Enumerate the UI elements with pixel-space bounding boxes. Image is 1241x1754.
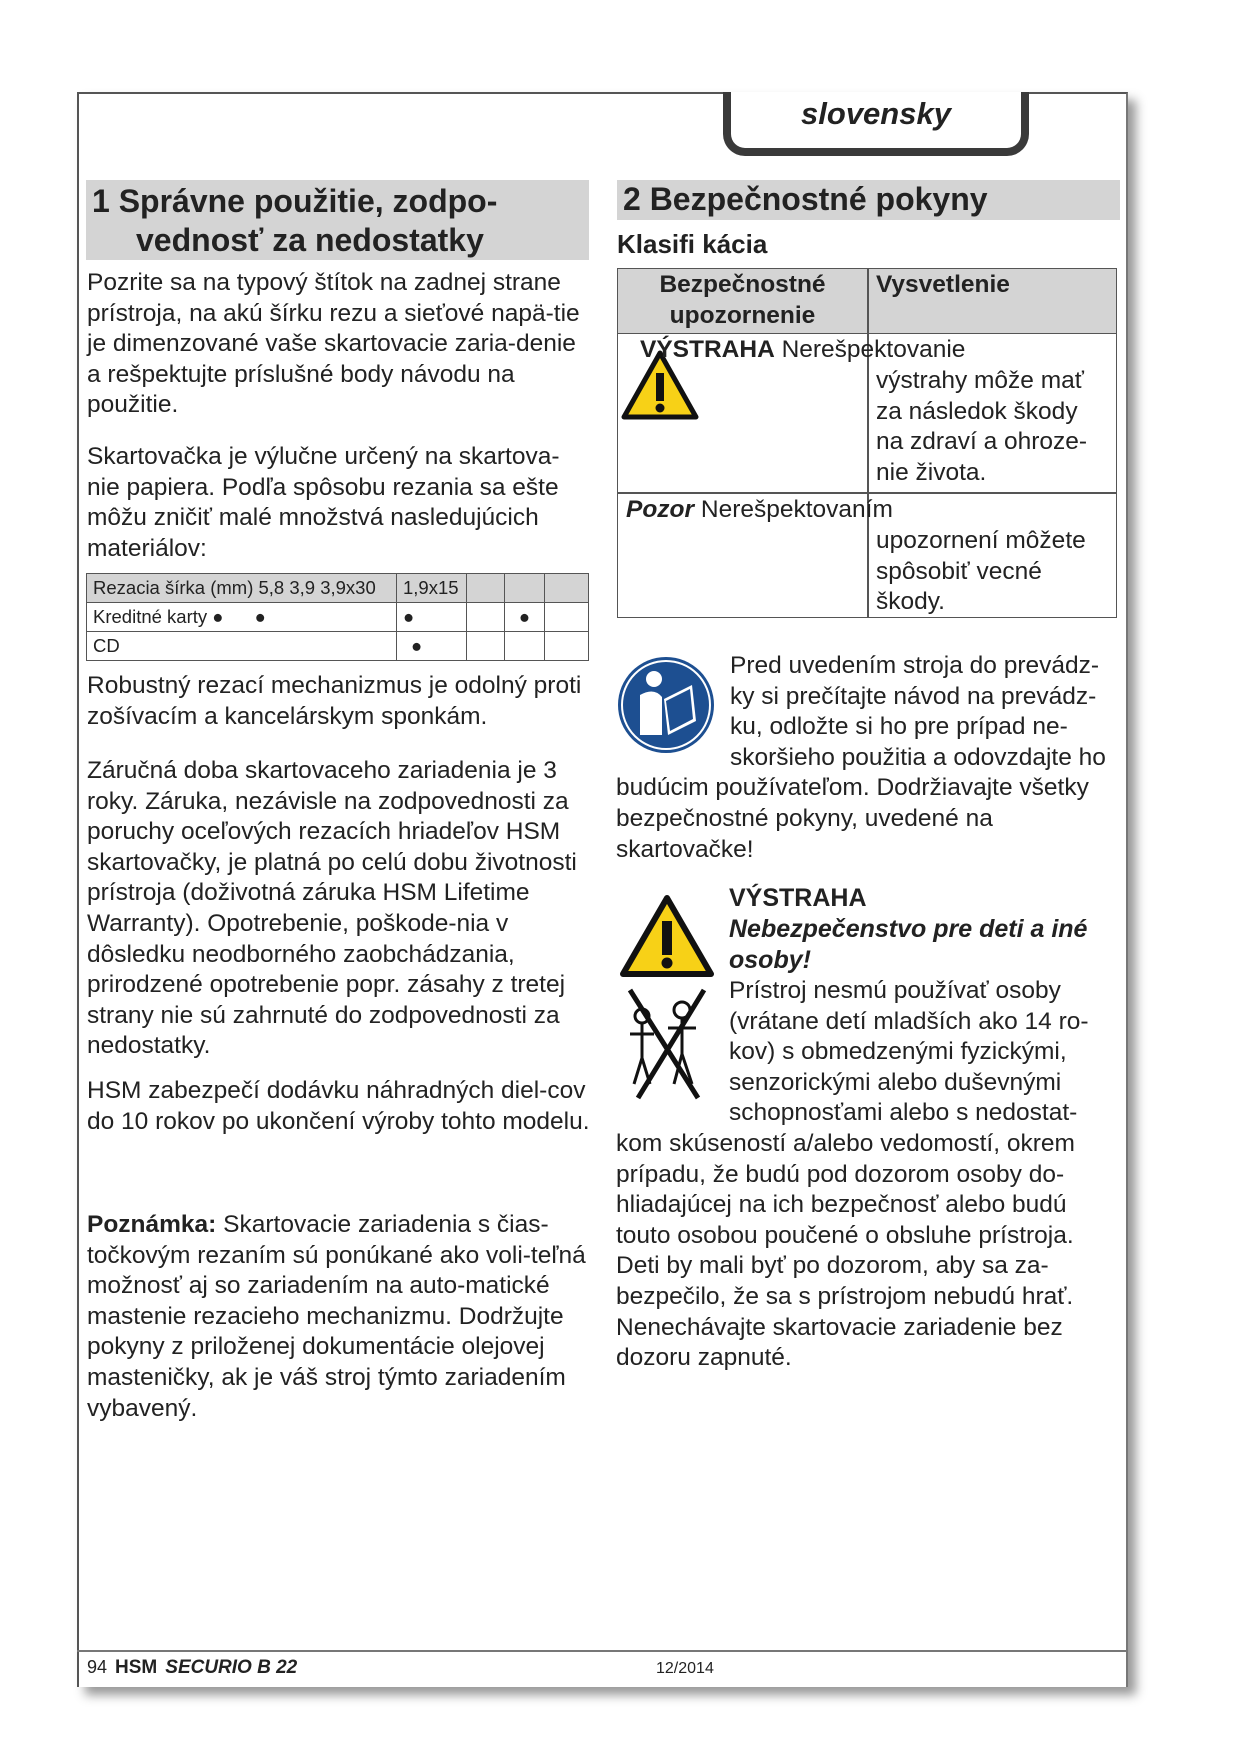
table-cell: Rezacia šírka (mm) 5,8 3,9 3,9x30	[87, 574, 397, 603]
column-header: Bezpečnostné upozornenie	[659, 271, 826, 329]
table-cell	[467, 632, 505, 661]
language-tab: slovensky	[723, 92, 1029, 156]
subheading: Klasifi kácia	[617, 229, 768, 259]
classification-table	[617, 268, 1117, 618]
divider	[618, 492, 1116, 494]
caution-label: Pozor	[626, 496, 695, 523]
divider	[867, 269, 869, 617]
table-cell	[545, 603, 589, 632]
table-cell: 1,9x15	[397, 574, 467, 603]
paragraph: Robustný rezací mechanizmus je odolný proti zošívacím a kancelárskym sponkám.	[87, 672, 582, 730]
warning-icon	[618, 893, 716, 979]
table-cell	[505, 574, 545, 603]
page-number: 94	[87, 1657, 108, 1677]
brand-logo: HSM	[115, 1657, 158, 1678]
table-cell: CD	[87, 632, 397, 661]
table-cell: ●	[397, 603, 467, 632]
note-text: Skartovacie zariadenia s čias-točkovým rezaním sú ponúkané ako voli-teľná možnosť aj so zariadením na auto-matické mastenie rezacieho mechanizmu. Dodržujte pokyny z priloženej dokumentácie olejovej masteničky, ak je váš stroj týmto zariadením vybavený.	[87, 1211, 586, 1422]
table-cell	[467, 574, 505, 603]
table-cell	[87, 603, 397, 632]
table-row	[87, 632, 589, 661]
read-manual-paragraph	[616, 651, 1121, 865]
read-manual-text: Pred uvedením stroja do prevádz-ky si prečítajte návod na prevádz-ku, odložte si ho pre prípad ne-skoršieho použitia a odovzdajte ho budúcim používateľom. Dodržiavajte všetky bezpečnostné pokyny, uvedené na skartovačke!	[616, 652, 1106, 863]
cell-text: Kreditné karty ●	[93, 606, 224, 627]
column-header: Vysvetlenie	[876, 271, 1010, 298]
explanation-text: Nerešpektovanie	[781, 336, 966, 363]
warning-subtitle: Nebezpečenstvo pre deti a iné osoby!	[729, 915, 1088, 974]
paragraph: Záručná doba skartovaceho zariadenia je 3 roky. Záruka, nezávisle na zodpovednosti za poruchy oceľových rezacích hriadeľov HSM skartovačky, je platná po celú dobu životnosti prístroja (doživotná záruka HSM Lifetime Warranty). Opotrebenie, poškode-nia v dôsledku neodborného zaobchádzania, prirodzené opotrebenie popr. zásahy z tretej strany nie sú zahrnuté do zodpovednosti za nedostatky.	[87, 757, 577, 1060]
warning-paragraph	[616, 976, 1121, 1374]
table-cell	[505, 632, 545, 661]
warning-label: VÝSTRAHA	[640, 336, 775, 363]
section2-heading: 2 Bezpečnostné pokyny	[617, 180, 1120, 220]
row2-first-line	[626, 495, 893, 526]
table-row	[87, 574, 589, 603]
heading-line: 1 Správne použitie, zodpo-	[92, 183, 498, 219]
table-cell	[545, 632, 589, 661]
warning-text: Prístroj nesmú používať osoby (vrátane detí mladších ako 14 ro-kov) s obmedzenými fyzickými, senzorickými alebo duševnými schopnosťami alebo s nedostat-kom skúseností a/alebo vedomostí, okrem prípadu, že budú pod dozorom osoby do-hliadajúcej na ich bezpečnosť alebo budú touto osobou poučené o obsluhe prístroja. Deti by mali byť po dozorom, aby sa za-bezpečilo, že sa s prístrojom nebudú hrať. Nenechávajte skartovacie zariadenie bez dozoru zapnuté.	[616, 977, 1089, 1372]
table-cell	[545, 574, 589, 603]
footer-divider	[77, 1650, 1128, 1652]
material-table	[86, 573, 589, 661]
table-row	[87, 603, 589, 632]
paragraph: HSM zabezpečí dodávku náhradných diel-cov do 10 rokov po ukončení výroby tohto modelu.	[87, 1077, 590, 1135]
icon-space	[616, 976, 729, 1128]
explanation-text: upozornení môžete spôsobiť vecné škody.	[876, 527, 1086, 616]
row1-first-line	[640, 335, 965, 366]
explanation-text: Nerešpektovaním	[700, 496, 893, 523]
footer-left	[87, 1657, 297, 1679]
paragraph: Pozrite sa na typový štítok na zadnej strane prístroja, na akú šírku rezu a sieťové napä-tie je dimenzované vaše skartovacie zaria-denie a rešpektujte príslušné body návodu na použitie.	[87, 269, 580, 419]
date: 12/2014	[656, 1660, 714, 1677]
table-cell: ●	[505, 603, 545, 632]
note-label: Poznámka:	[87, 1211, 217, 1238]
heading-line: vednosť za nedostatky	[136, 222, 484, 258]
table-cell: ●	[397, 632, 467, 661]
table-cell	[467, 603, 505, 632]
note-paragraph	[87, 1210, 594, 1424]
warning-title: VÝSTRAHA	[729, 884, 867, 912]
paragraph: Skartovačka je výlučne určený na skartova-nie papiera. Podľa spôsobu rezania sa ešte môžu zničiť malé množstvá nasledujúcich materiálov:	[87, 443, 560, 562]
section1-heading	[86, 180, 589, 260]
cell-text: ●	[254, 606, 266, 627]
model-name: SECURIO B 22	[165, 1657, 298, 1678]
explanation-text: výstrahy môže mať za následok škody na zdraví a ohroze-nie života.	[876, 367, 1088, 486]
read-manual-icon	[616, 655, 716, 755]
